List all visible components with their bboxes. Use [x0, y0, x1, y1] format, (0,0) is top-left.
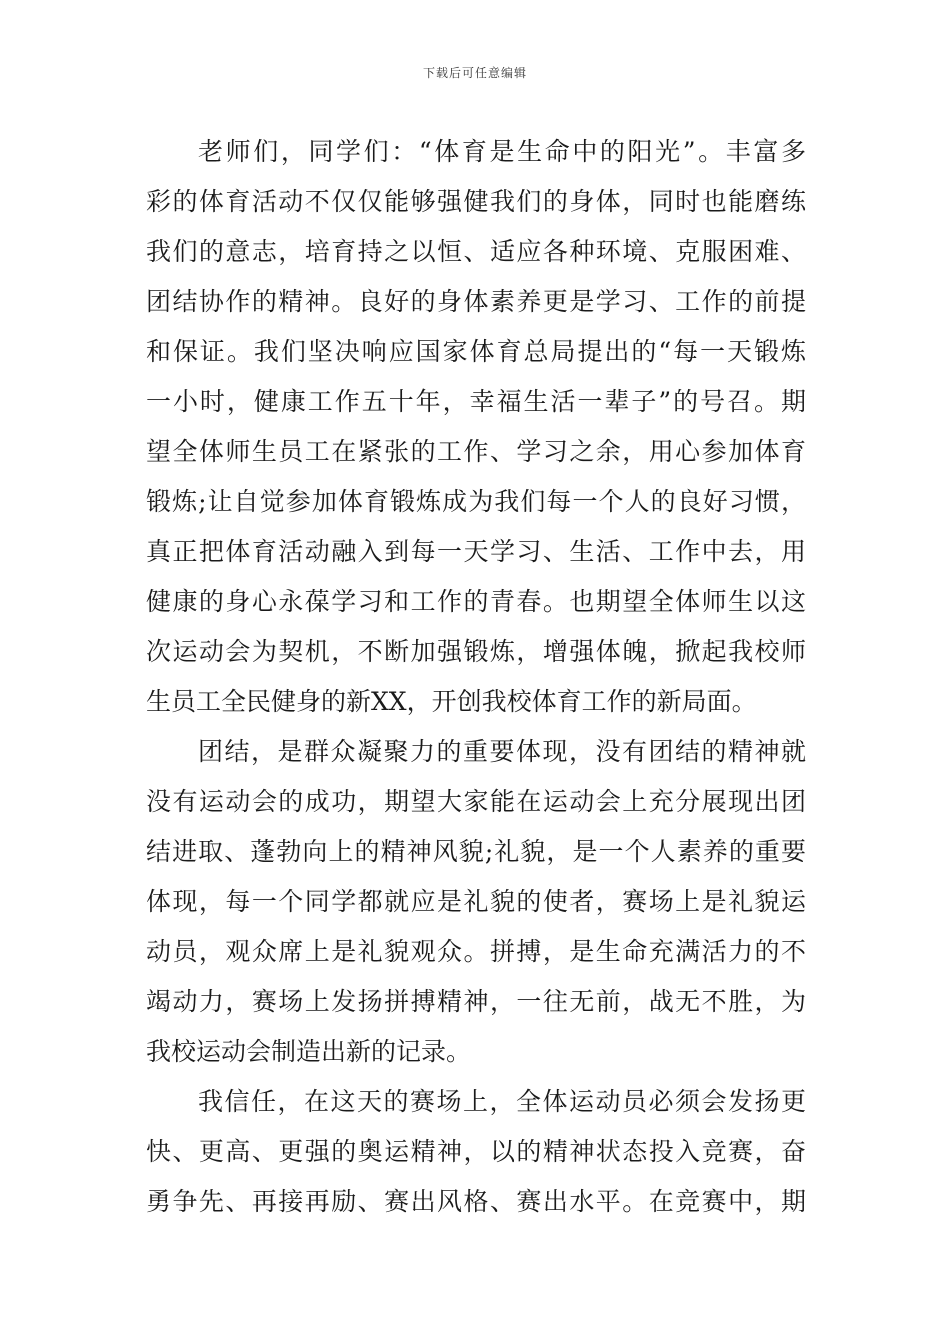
text-line: 竭动力，赛场上发扬拼搏精神，一往无前，战无不胜，为 — [146, 987, 806, 1016]
text-line: 体现，每一个同学都就应是礼貌的使者，赛场上是礼貌运 — [146, 887, 806, 916]
text-line: 真正把体育活动融入到每一天学习、生活、工作中去，用 — [146, 537, 806, 566]
text-line: 团结，是群众凝聚力的重要体现，没有团结的精神就 — [198, 737, 806, 766]
paragraph-3 — [146, 1077, 806, 1227]
text-line: 锻炼;让自觉参加体育锻炼成为我们每一个人的良好习惯， — [146, 487, 806, 516]
text-line: 勇争先、再接再励、赛出风格、赛出水平。在竞赛中，期 — [146, 1187, 806, 1216]
text-line: 快、更高、更强的奥运精神，以的精神状态投入竞赛，奋 — [146, 1137, 806, 1166]
text-line: 生员工全民健身的新XX，开创我校体育工作的新局面。 — [146, 687, 757, 716]
text-line: 望全体师生员工在紧张的工作、学习之余，用心参加体育 — [146, 437, 806, 466]
text-line: 我校运动会制造出新的记录。 — [146, 1037, 472, 1066]
text-line: 彩的体育活动不仅仅能够强健我们的身体，同时也能磨练 — [146, 187, 806, 216]
text-line: 健康的身心永葆学习和工作的青春。也期望全体师生以这 — [146, 587, 806, 616]
text-line: 结进取、蓬勃向上的精神风貌;礼貌，是一个人素养的重要 — [146, 837, 806, 866]
text-line: 团结协作的精神。良好的身体素养更是学习、工作的前提 — [146, 287, 806, 316]
page-header-note: 下载后可任意编辑 — [422, 66, 527, 80]
text-line: 我们的意志，培育持之以恒、适应各种环境、克服困难、 — [146, 237, 806, 266]
paragraph-1 — [146, 127, 806, 727]
document-body — [146, 127, 806, 1227]
text-line: 一小时，健康工作五十年，幸福生活一辈子”的号召。期 — [146, 387, 806, 416]
text-line: 次运动会为契机，不断加强锻炼，增强体魄，掀起我校师 — [146, 637, 806, 666]
paragraph-2 — [146, 727, 806, 1077]
text-line: 我信任，在这天的赛场上，全体运动员必须会发扬更 — [198, 1087, 806, 1116]
text-line: 和保证。我们坚决响应国家体育总局提出的“每一天锻炼 — [146, 337, 806, 366]
text-line: 没有运动会的成功，期望大家能在运动会上充分展现出团 — [146, 787, 806, 816]
text-line: 老师们，同学们：“体育是生命中的阳光”。丰富多 — [198, 137, 806, 166]
text-line: 动员，观众席上是礼貌观众。拼搏，是生命充满活力的不 — [146, 937, 806, 966]
